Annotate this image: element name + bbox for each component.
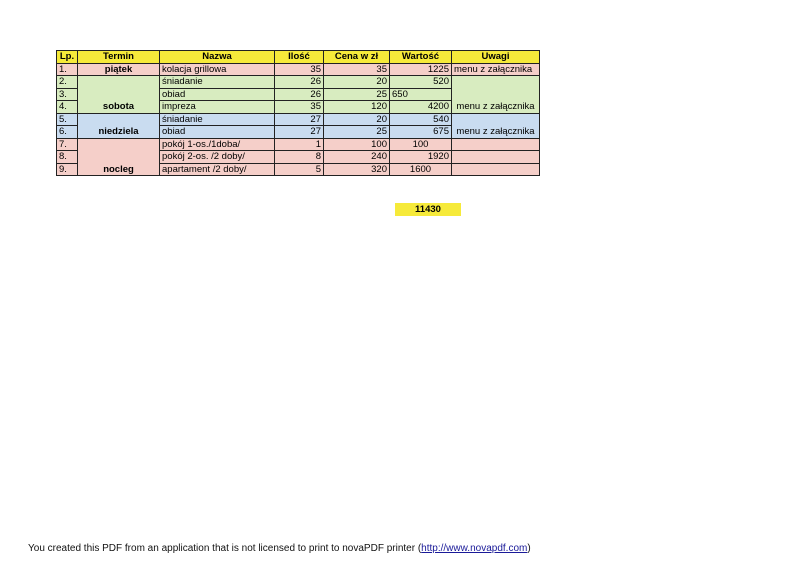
- cell-cena: 100: [324, 138, 390, 151]
- cell-ilosc: 27: [275, 126, 324, 139]
- table-row: [57, 113, 540, 126]
- cell-termin: nocleg: [78, 138, 160, 176]
- cell-nazwa: śniadanie: [160, 76, 275, 89]
- cell-cena: 240: [324, 151, 390, 164]
- cell-uwagi: menu z załącznika: [452, 113, 540, 138]
- cell-ilosc: 26: [275, 88, 324, 101]
- cell-lp: 6.: [57, 126, 78, 139]
- cell-nazwa: śniadanie: [160, 113, 275, 126]
- cell-wartosc: 675: [390, 126, 452, 139]
- cell-wartosc: 650: [390, 88, 452, 101]
- cell-ilosc: 8: [275, 151, 324, 164]
- cell-wartosc: 1225: [390, 63, 452, 76]
- cost-table: [56, 50, 540, 176]
- table-row: [57, 76, 540, 89]
- cell-cena: 35: [324, 63, 390, 76]
- cell-cena: 20: [324, 76, 390, 89]
- cell-termin: sobota: [78, 76, 160, 114]
- cell-nazwa: pokój 1-os./1doba/: [160, 138, 275, 151]
- footer-text: You created this PDF from an application that is not licensed to print to novaPDF printer (: [28, 543, 422, 554]
- cell-nazwa: pokój 2-os. /2 doby/: [160, 151, 275, 164]
- footer-link[interactable]: http://www.novapdf.com: [421, 543, 528, 554]
- table-row: [57, 138, 540, 151]
- cell-nazwa: apartament /2 doby/: [160, 163, 275, 176]
- cell-nazwa: obiad: [160, 126, 275, 139]
- cell-wartosc: 520: [390, 76, 452, 89]
- cell-nazwa: obiad: [160, 88, 275, 101]
- cell-uwagi: menu z załącznika: [452, 63, 540, 76]
- cell-wartosc: 4200: [390, 101, 452, 114]
- cell-cena: 25: [324, 88, 390, 101]
- header-uwagi: Uwagi: [452, 51, 540, 64]
- table-row: [57, 63, 540, 76]
- header-ilosc: Ilość: [275, 51, 324, 64]
- cell-cena: 25: [324, 126, 390, 139]
- header-wartosc: Wartość: [390, 51, 452, 64]
- footer-close: ): [527, 543, 531, 554]
- cell-wartosc: 100: [390, 138, 452, 151]
- header-row: [57, 51, 540, 64]
- cell-termin: niedziela: [78, 113, 160, 138]
- license-footer: [28, 543, 531, 554]
- cell-cena: 20: [324, 113, 390, 126]
- cell-wartosc: 1920: [390, 151, 452, 164]
- cell-lp: 2.: [57, 76, 78, 89]
- cell-ilosc: 35: [275, 63, 324, 76]
- header-lp: Lp.: [57, 51, 78, 64]
- cell-cena: 320: [324, 163, 390, 176]
- cell-wartosc: 540: [390, 113, 452, 126]
- total-value: 11430: [395, 203, 461, 216]
- cell-lp: 3.: [57, 88, 78, 101]
- cell-uwagi: [452, 151, 540, 164]
- cell-lp: 5.: [57, 113, 78, 126]
- header-cena: Cena w zł: [324, 51, 390, 64]
- cell-nazwa: kolacja grillowa: [160, 63, 275, 76]
- cell-cena: 120: [324, 101, 390, 114]
- cell-lp: 7.: [57, 138, 78, 151]
- cell-ilosc: 27: [275, 113, 324, 126]
- cell-lp: 1.: [57, 63, 78, 76]
- header-nazwa: Nazwa: [160, 51, 275, 64]
- cell-uwagi: [452, 138, 540, 151]
- cell-ilosc: 1: [275, 138, 324, 151]
- cell-lp: 4.: [57, 101, 78, 114]
- cell-wartosc: 1600: [390, 163, 452, 176]
- cell-lp: 9.: [57, 163, 78, 176]
- cell-ilosc: 5: [275, 163, 324, 176]
- cell-ilosc: 35: [275, 101, 324, 114]
- cell-lp: 8.: [57, 151, 78, 164]
- header-termin: Termin: [78, 51, 160, 64]
- cell-ilosc: 26: [275, 76, 324, 89]
- cell-uwagi: menu z załącznika: [452, 76, 540, 114]
- cell-uwagi: [452, 163, 540, 176]
- cell-nazwa: impreza: [160, 101, 275, 114]
- cell-termin: piątek: [78, 63, 160, 76]
